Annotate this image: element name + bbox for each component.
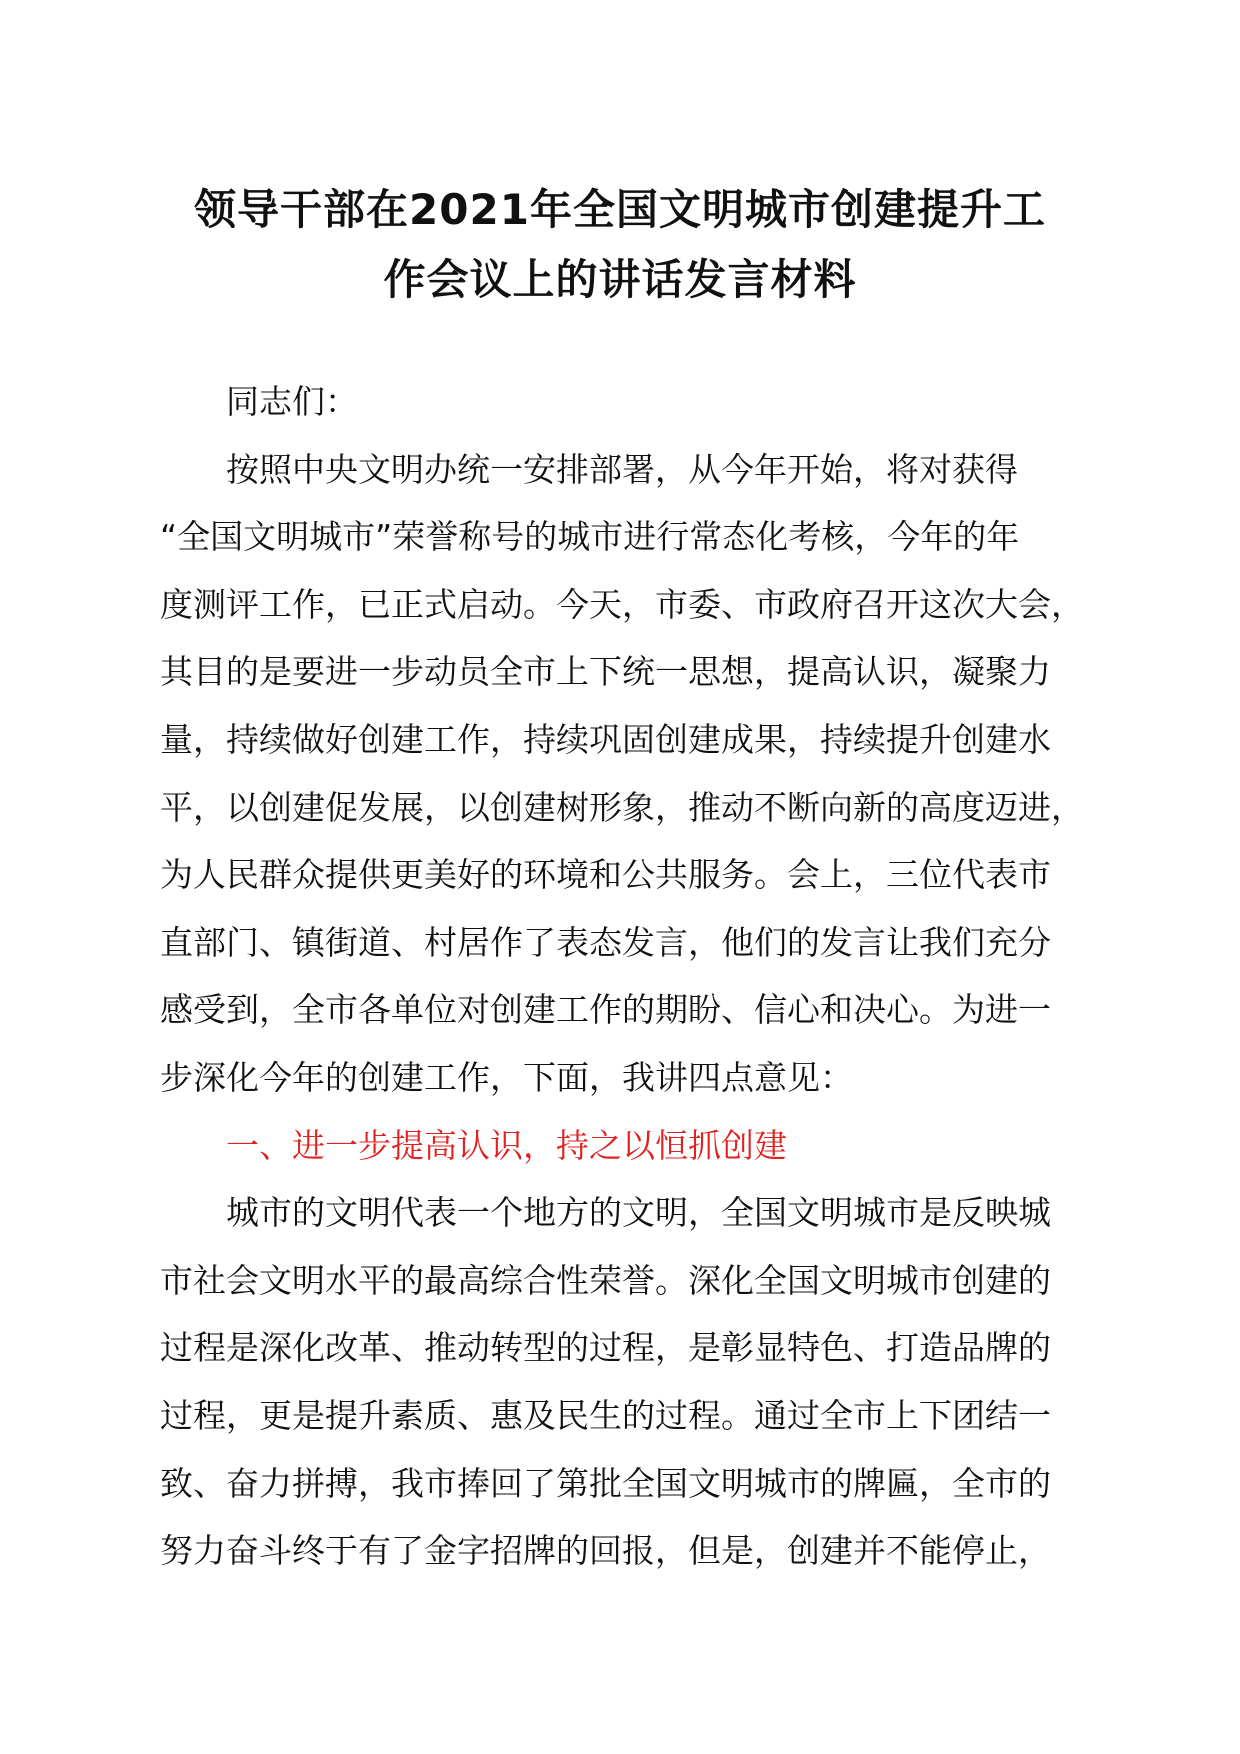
paragraph-line: 直部门、镇街道、村居作了表态发言，他们的发言让我们充分: [160, 922, 1051, 962]
paragraph-line: 努力奋斗终于有了金字招牌的回报，但是，创建并不能停止，: [160, 1531, 1051, 1571]
paragraph-line: 致、奋力拼搏，我市捧回了第批全国文明城市的牌匾，全市的: [160, 1463, 1051, 1503]
paragraph-line: 其目的是要进一步动员全市上下统一思想，提高认识，凝聚力: [160, 652, 1051, 692]
title-line: 作会议上的讲话发言材料: [383, 255, 857, 304]
title-line: 领导干部在2021年全国文明城市创建提升工: [194, 185, 1046, 234]
paragraph-line: 量，持续做好创建工作，持续巩固创建成果，持续提升创建水: [160, 719, 1051, 759]
paragraph-line: 度测评工作，已正式启动。今天，市委、市政府召开这次大会，: [160, 584, 1084, 624]
document-title: [120, 175, 1120, 315]
paragraph-line: 过程，更是提升素质、惠及民生的过程。通过全市上下团结一: [160, 1395, 1051, 1435]
paragraph-line: 感受到，全市各单位对创建工作的期盼、信心和决心。为进一: [160, 990, 1051, 1030]
paragraph-line: “全国文明城市”荣誉称号的城市进行常态化考核，今年的年: [160, 517, 1020, 557]
paragraph-line: 平，以创建促发展，以创建树形象，推动不断向新的高度迈进，: [160, 787, 1084, 827]
section-heading: 一、进一步提高认识，持之以恒抓创建: [226, 1125, 787, 1165]
salutation: 同志们：: [226, 382, 358, 421]
paragraph-line: 过程是深化改革、推动转型的过程，是彰显特色、打造品牌的: [160, 1328, 1051, 1368]
paragraph-line: 按照中央文明办统一安排部署，从今年开始，将对获得: [226, 449, 1018, 489]
paragraph-line: 为人民群众提供更美好的环境和公共服务。会上，三位代表市: [160, 855, 1051, 895]
document-body: [160, 368, 1120, 1585]
paragraph-line: 城市的文明代表一个地方的文明，全国文明城市是反映城: [226, 1193, 1051, 1233]
paragraph-line: 市社会文明水平的最高综合性荣誉。深化全国文明城市创建的: [160, 1260, 1051, 1300]
paragraph-line: 步深化今年的创建工作，下面，我讲四点意见：: [160, 1057, 853, 1097]
